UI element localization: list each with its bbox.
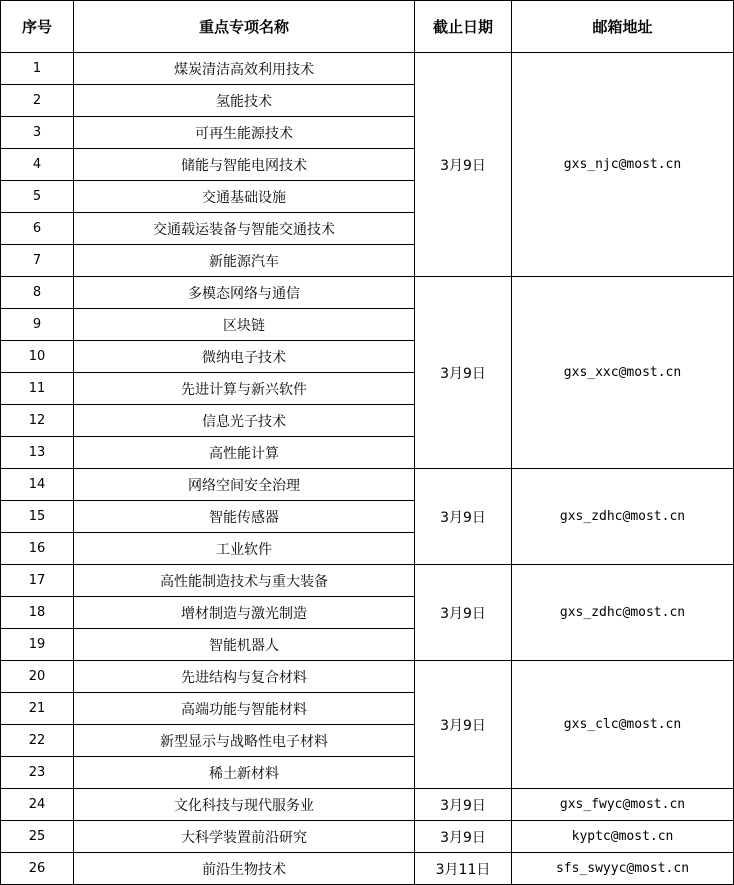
table-body [1,53,734,885]
row-index: 4 [1,149,74,181]
row-index: 26 [1,853,74,885]
header-index: 序号 [1,1,74,53]
project-name: 网络空间安全治理 [74,469,415,501]
project-name: 信息光子技术 [74,405,415,437]
deadline-cell: 3月9日 [415,789,512,821]
project-name: 新能源汽车 [74,245,415,277]
row-index: 25 [1,821,74,853]
email-cell: gxs_fwyc@most.cn [512,789,734,821]
project-name: 煤炭清洁高效利用技术 [74,53,415,85]
project-name: 新型显示与战略性电子材料 [74,725,415,757]
project-name: 文化科技与现代服务业 [74,789,415,821]
table-row [1,277,734,309]
row-index: 20 [1,661,74,693]
header-email: 邮箱地址 [512,1,734,53]
project-name: 微纳电子技术 [74,341,415,373]
deadline-cell: 3月9日 [415,53,512,277]
project-name: 区块链 [74,309,415,341]
row-index: 15 [1,501,74,533]
project-name: 储能与智能电网技术 [74,149,415,181]
email-cell: kyptc@most.cn [512,821,734,853]
row-index: 16 [1,533,74,565]
row-index: 22 [1,725,74,757]
email-cell: sfs_swyyc@most.cn [512,853,734,885]
deadline-cell: 3月9日 [415,277,512,469]
row-index: 6 [1,213,74,245]
header-name: 重点专项名称 [74,1,415,53]
project-name: 氢能技术 [74,85,415,117]
row-index: 24 [1,789,74,821]
project-name: 工业软件 [74,533,415,565]
deadline-cell: 3月9日 [415,565,512,661]
header-row [1,1,734,53]
project-name: 先进结构与复合材料 [74,661,415,693]
project-name: 交通载运装备与智能交通技术 [74,213,415,245]
row-index: 1 [1,53,74,85]
row-index: 18 [1,597,74,629]
row-index: 17 [1,565,74,597]
table-row [1,469,734,501]
row-index: 9 [1,309,74,341]
table-row [1,853,734,885]
project-name: 高性能计算 [74,437,415,469]
header-deadline: 截止日期 [415,1,512,53]
email-cell: gxs_clc@most.cn [512,661,734,789]
deadline-cell: 3月11日 [415,853,512,885]
project-name: 大科学装置前沿研究 [74,821,415,853]
row-index: 14 [1,469,74,501]
row-index: 11 [1,373,74,405]
row-index: 23 [1,757,74,789]
project-name: 多模态网络与通信 [74,277,415,309]
email-cell: gxs_zdhc@most.cn [512,469,734,565]
deadline-cell: 3月9日 [415,661,512,789]
email-cell: gxs_xxc@most.cn [512,277,734,469]
project-name: 稀土新材料 [74,757,415,789]
project-name: 智能机器人 [74,629,415,661]
email-cell: gxs_zdhc@most.cn [512,565,734,661]
project-name: 可再生能源技术 [74,117,415,149]
deadline-cell: 3月9日 [415,821,512,853]
row-index: 5 [1,181,74,213]
project-name: 前沿生物技术 [74,853,415,885]
project-name: 高性能制造技术与重大装备 [74,565,415,597]
table-row [1,789,734,821]
row-index: 19 [1,629,74,661]
project-name: 先进计算与新兴软件 [74,373,415,405]
project-name: 智能传感器 [74,501,415,533]
project-name: 交通基础设施 [74,181,415,213]
row-index: 10 [1,341,74,373]
row-index: 13 [1,437,74,469]
row-index: 8 [1,277,74,309]
deadline-cell: 3月9日 [415,469,512,565]
row-index: 3 [1,117,74,149]
row-index: 21 [1,693,74,725]
table-row [1,821,734,853]
row-index: 12 [1,405,74,437]
email-cell: gxs_njc@most.cn [512,53,734,277]
table-row [1,53,734,85]
project-name: 增材制造与激光制造 [74,597,415,629]
table-row [1,661,734,693]
row-index: 2 [1,85,74,117]
row-index: 7 [1,245,74,277]
table-row [1,565,734,597]
project-name: 高端功能与智能材料 [74,693,415,725]
